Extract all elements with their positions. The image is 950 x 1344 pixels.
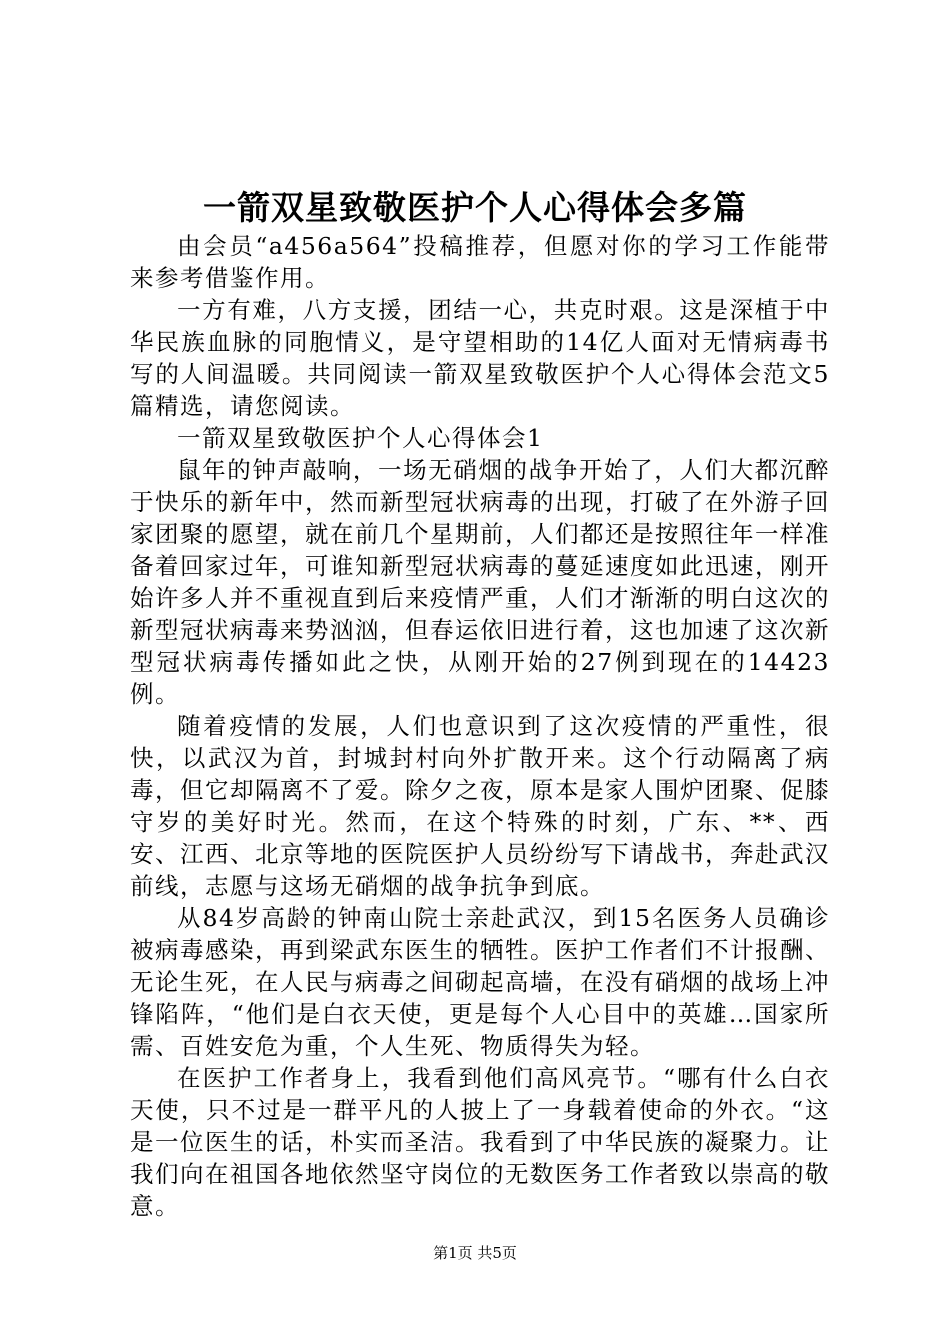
document-body <box>130 230 830 1222</box>
paragraph: 从84岁高龄的钟南山院士亲赴武汉，到15名医务人员确诊被病毒感染，再到梁武东医生的牺牲。医护工作者们不计报酬、无论生死，在人民与病毒之间砌起高墙，在没有硝烟的战场上冲锋陷阵，“他们是白衣天使，更是每个人心目中的英雄…国家所需、百姓安危为重，个人生死、物质得失为轻。 <box>130 904 830 1060</box>
paragraph-preface: 一方有难，八方支援，团结一心，共克时艰。这是深植于中华民族血脉的同胞情义，是守望相助的14亿人面对无情病毒书写的人间温暖。共同阅读一箭双星致敬医护个人心得体会范文5篇精选，请您阅读。 <box>130 296 830 420</box>
page-number-footer: 第1页 共5页 <box>433 1244 517 1262</box>
document-title: 一箭双星致敬医护个人心得体会多篇 <box>203 188 747 227</box>
paragraph: 随着疫情的发展，人们也意识到了这次疫情的严重性，很快，以武汉为首，封城封村向外扩散开来。这个行动隔离了病毒，但它却隔离不了爱。除夕之夜，原本是家人围炉团聚、促膝守岁的美好时光。然而，在这个特殊的时刻，广东、**、西安、江西、北京等地的医院医护人员纷纷写下请战书，奔赴武汉前线，志愿与这场无硝烟的战争抗争到底。 <box>130 712 830 900</box>
paragraph-intro: 由会员“a456a564”投稿推荐，但愿对你的学习工作能带来参考借鉴作用。 <box>130 232 830 292</box>
paragraph: 鼠年的钟声敲响，一场无硝烟的战争开始了，人们大都沉醉于快乐的新年中，然而新型冠状病毒的出现，打破了在外游子回家团聚的愿望，就在前几个星期前，人们都还是按照往年一样准备着回家过年，可谁知新型冠状病毒的蔓延速度如此迅速，刚开始许多人并不重视直到后来疫情严重，人们才渐渐的明白这次的新型冠状病毒来势汹汹，但春运依旧进行着，这也加速了这次新型冠状病毒传播如此之快，从刚开始的27例到现在的14423例。 <box>130 456 830 708</box>
paragraph: 在医护工作者身上，我看到他们高风亮节。“哪有什么白衣天使，只不过是一群平凡的人披上了一身载着使命的外衣。“这是一位医生的话，朴实而圣洁。我看到了中华民族的凝聚力。让我们向在祖国各地依然坚守岗位的无数医务工作者致以崇高的敬意。 <box>130 1064 830 1220</box>
section-heading-1: 一箭双星致敬医护个人心得体会1 <box>177 424 544 452</box>
